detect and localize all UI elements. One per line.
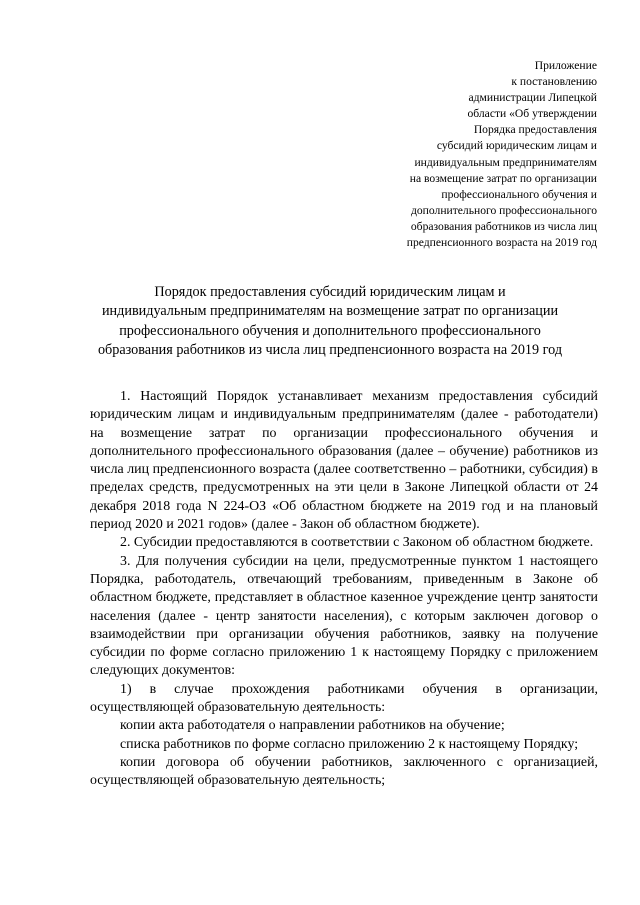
document-list-item: копии договора об обучении работников, заключенного с организацией, осуществляющей образовательную деятельность; bbox=[90, 754, 598, 789]
document-title bbox=[60, 283, 600, 361]
document-list-item: копии акта работодателя о направлении работников на обучение; bbox=[120, 718, 505, 734]
paragraph-1: 1. Настоящий Порядок устанавливает механизм предоставления субсидий юридическим лицам и индивидуальным предпринимателям (далее - работодатели) на возмещение затрат по организации профессионального обучения и дополнительного профессионального образования (далее – обучение) работников из числа лиц предпенсионного возраста (далее соответственно – работники, субсидия) в пределах средств, предусмотренных на эти цели в Законе Липецкой области от 24 декабря 2018 года N 224-ОЗ «Об областном бюджете на 2019 год и на плановый период 2020 и 2021 годов» (далее - Закон об областном бюджете). bbox=[90, 389, 598, 533]
appendix-line: дополнительного профессионального bbox=[410, 203, 597, 217]
title-line: Порядок предоставления субсидий юридическим лицам и bbox=[154, 284, 506, 300]
appendix-line: Порядка предоставления bbox=[473, 123, 597, 137]
appendix-line: администрации Липецкой bbox=[468, 91, 597, 105]
appendix-line: области «Об утверждении bbox=[467, 107, 597, 121]
paragraph-3: 3. Для получения субсидии на цели, предусмотренные пунктом 1 настоящего Порядка, работодатель, отвечающий требованиям, приведенным в Законе об областном бюджете, представляет в областное казенное учреждение центр занятости населения (далее - центр занятости населения), с которым заключен договор о взаимодействии при организации обучения работников, заявку на получение субсидии по форме согласно приложению 1 к настоящему Порядку с приложением следующих документов: bbox=[90, 553, 598, 679]
appendix-line: субсидий юридическим лицам и bbox=[436, 139, 597, 153]
appendix-line: на возмещение затрат по организации bbox=[409, 171, 597, 185]
title-line: образования работников из числа лиц предпенсионного возраста на 2019 год bbox=[97, 342, 563, 359]
appendix-header bbox=[337, 58, 597, 251]
appendix-line: к постановлению bbox=[511, 75, 597, 89]
title-line: профессионального обучения и дополнительного профессионального bbox=[119, 322, 541, 339]
appendix-line: профессионального обучения и bbox=[441, 187, 597, 201]
paragraph-2: 2. Субсидии предоставляются в соответствии с Законом об областном бюджете. bbox=[120, 535, 594, 551]
subitem-1: 1) в случае прохождения работниками обучения в организации, осуществляющей образовательную деятельность: bbox=[90, 681, 598, 716]
appendix-line: образования работников из числа лиц bbox=[410, 219, 597, 233]
appendix-line: индивидуальным предпринимателям bbox=[414, 155, 597, 169]
document-list-item: списка работников по форме согласно приложению 2 к настоящему Порядку; bbox=[120, 736, 579, 752]
appendix-line: Приложение bbox=[534, 59, 597, 72]
appendix-line: предпенсионного возраста на 2019 год bbox=[406, 236, 597, 250]
title-line: индивидуальным предпринимателям на возмещение затрат по организации bbox=[101, 303, 559, 320]
document-body bbox=[90, 388, 598, 791]
